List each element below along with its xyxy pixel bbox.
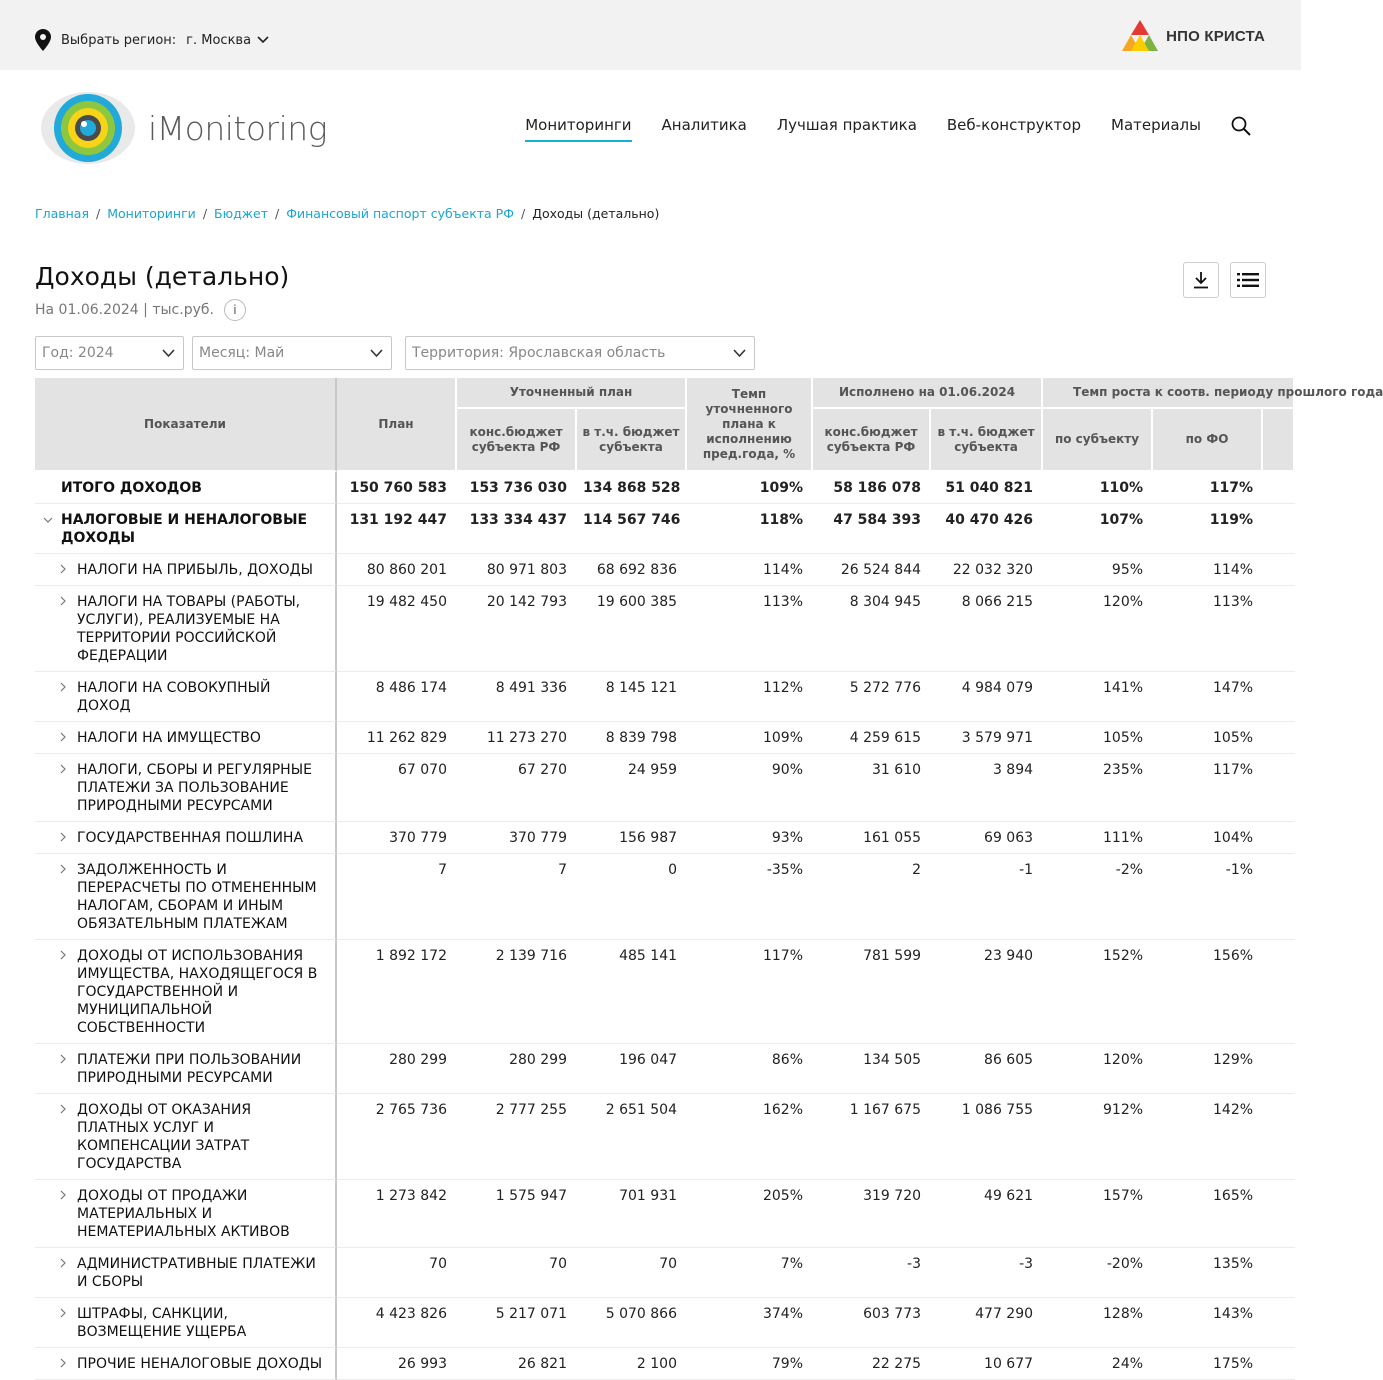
cell-growth-fo: 165% xyxy=(1153,1180,1263,1248)
cell-executed-cons: 161 055 xyxy=(813,822,931,854)
cell-growth-subject: 111% xyxy=(1043,822,1153,854)
search-icon[interactable] xyxy=(1231,116,1251,136)
row-indicator-cell[interactable] xyxy=(35,1094,337,1180)
cell-refined-cons: 26 821 xyxy=(457,1348,577,1380)
cell-plan: 280 299 xyxy=(337,1044,457,1094)
cell-executed-cons: 26 524 844 xyxy=(813,554,931,586)
year-select-value: Год: 2024 xyxy=(42,345,114,361)
table-row[interactable] xyxy=(35,1180,1295,1248)
cell-extra xyxy=(1263,854,1295,940)
cell-refined-cons: 153 736 030 xyxy=(457,472,577,504)
cell-refined-incl: 701 931 xyxy=(577,1180,687,1248)
cell-extra xyxy=(1263,472,1295,504)
table-row[interactable] xyxy=(35,504,1295,554)
row-indicator-cell[interactable] xyxy=(35,554,337,586)
row-indicator-label: НАЛОГИ НА СОВОКУПНЫЙ ДОХОД xyxy=(77,680,271,714)
nav-materials[interactable]: Материалы xyxy=(1111,116,1201,134)
page-subtitle: На 01.06.2024 | тыс.руб. xyxy=(35,302,214,318)
row-indicator-cell[interactable] xyxy=(35,722,337,754)
territory-select[interactable] xyxy=(405,336,755,370)
list-view-button[interactable] xyxy=(1230,262,1266,298)
cell-refined-incl: 2 651 504 xyxy=(577,1094,687,1180)
cell-refined-cons: 280 299 xyxy=(457,1044,577,1094)
row-indicator-label: ИТОГО ДОХОДОВ xyxy=(61,480,202,496)
cell-refined-cons: 20 142 793 xyxy=(457,586,577,672)
app-name: iMonitoring xyxy=(148,108,327,148)
cell-growth-subject: 157% xyxy=(1043,1180,1153,1248)
cell-executed-incl: -1 xyxy=(931,854,1043,940)
table-row[interactable] xyxy=(35,1044,1295,1094)
chevron-right-icon[interactable] xyxy=(60,564,67,574)
nav-best-practice[interactable]: Лучшая практика xyxy=(776,116,917,134)
cell-refined-incl: 24 959 xyxy=(577,754,687,822)
cell-rate-refined: 113% xyxy=(687,586,813,672)
cell-growth-fo: 156% xyxy=(1153,940,1263,1044)
cell-extra xyxy=(1263,1044,1295,1094)
cell-rate-refined: 118% xyxy=(687,504,813,554)
chevron-right-icon[interactable] xyxy=(60,1308,67,1318)
region-selector[interactable] xyxy=(35,29,269,51)
header-executed[interactable]: Исполнено на 01.06.2024 xyxy=(813,378,1043,409)
cell-growth-fo: 114% xyxy=(1153,554,1263,586)
cell-growth-fo: 105% xyxy=(1153,722,1263,754)
cell-refined-incl: 70 xyxy=(577,1248,687,1298)
header-indicators[interactable]: Показатели xyxy=(35,378,337,472)
cell-executed-cons: 22 275 xyxy=(813,1348,931,1380)
table-row[interactable] xyxy=(35,722,1295,754)
cell-refined-cons: 70 xyxy=(457,1248,577,1298)
row-indicator-cell[interactable] xyxy=(35,754,337,822)
cell-refined-cons: 11 273 270 xyxy=(457,722,577,754)
month-select[interactable] xyxy=(192,336,392,370)
cell-refined-incl: 2 100 xyxy=(577,1348,687,1380)
cell-extra xyxy=(1263,554,1295,586)
row-indicator-cell[interactable] xyxy=(35,1298,337,1348)
table-row[interactable] xyxy=(35,822,1295,854)
chevron-right-icon[interactable] xyxy=(60,596,67,606)
cell-growth-fo: 117% xyxy=(1153,754,1263,822)
chevron-right-icon[interactable] xyxy=(60,1358,67,1368)
row-indicator-cell[interactable] xyxy=(35,672,337,722)
cell-extra xyxy=(1263,1180,1295,1248)
cell-executed-cons: -3 xyxy=(813,1248,931,1298)
row-indicator-cell[interactable] xyxy=(35,1248,337,1298)
table-row[interactable] xyxy=(35,1348,1295,1380)
eye-logo-icon xyxy=(40,90,136,166)
cell-executed-cons: 1 167 675 xyxy=(813,1094,931,1180)
cell-rate-refined: 109% xyxy=(687,722,813,754)
cell-growth-fo: 147% xyxy=(1153,672,1263,722)
page-title: Доходы (детально) xyxy=(35,262,290,291)
cell-refined-incl: 134 868 528 xyxy=(577,472,687,504)
chevron-right-icon[interactable] xyxy=(60,1190,67,1200)
cell-refined-incl: 156 987 xyxy=(577,822,687,854)
cell-executed-cons: 2 xyxy=(813,854,931,940)
cell-plan: 80 860 201 xyxy=(337,554,457,586)
cell-growth-subject: 152% xyxy=(1043,940,1153,1044)
cell-executed-incl: 86 605 xyxy=(931,1044,1043,1094)
cell-growth-subject: 120% xyxy=(1043,586,1153,672)
cell-rate-refined: -35% xyxy=(687,854,813,940)
cell-growth-subject: 105% xyxy=(1043,722,1153,754)
cell-refined-cons: 7 xyxy=(457,854,577,940)
nav-analytics[interactable]: Аналитика xyxy=(661,116,747,134)
row-indicator-label: ДОХОДЫ ОТ ИСПОЛЬЗОВАНИЯ ИМУЩЕСТВА, НАХОДЯЩЕГОСЯ В ГОСУДАРСТВЕННОЙ И МУНИЦИПАЛЬНОЙ СОБСТВЕННОСТИ xyxy=(77,948,318,1036)
top-bar xyxy=(0,0,1301,70)
cell-growth-fo: 142% xyxy=(1153,1094,1263,1180)
cell-executed-incl: 69 063 xyxy=(931,822,1043,854)
cell-growth-subject: 120% xyxy=(1043,1044,1153,1094)
header-rate-refined[interactable]: Темп уточненного плана к исполнению пред.года, % xyxy=(687,378,813,472)
cell-growth-fo: 135% xyxy=(1153,1248,1263,1298)
cell-refined-incl: 68 692 836 xyxy=(577,554,687,586)
header-refined-incl[interactable]: в т.ч. бюджет субъекта xyxy=(577,409,687,472)
cell-executed-incl: 4 984 079 xyxy=(931,672,1043,722)
cell-growth-fo: 143% xyxy=(1153,1298,1263,1348)
cell-extra xyxy=(1263,822,1295,854)
cell-executed-cons: 58 186 078 xyxy=(813,472,931,504)
cell-refined-incl: 196 047 xyxy=(577,1044,687,1094)
cell-executed-cons: 319 720 xyxy=(813,1180,931,1248)
cell-plan: 370 779 xyxy=(337,822,457,854)
info-icon[interactable]: i xyxy=(224,299,246,321)
cell-rate-refined: 162% xyxy=(687,1094,813,1180)
row-indicator-label: ПРОЧИЕ НЕНАЛОГОВЫЕ ДОХОДЫ xyxy=(77,1356,323,1372)
row-indicator-label: НАЛОГИ, СБОРЫ И РЕГУЛЯРНЫЕ ПЛАТЕЖИ ЗА ПОЛЬЗОВАНИЕ ПРИРОДНЫМИ РЕСУРСАМИ xyxy=(77,762,312,814)
cell-executed-incl: 8 066 215 xyxy=(931,586,1043,672)
cell-rate-refined: 79% xyxy=(687,1348,813,1380)
cell-extra xyxy=(1263,672,1295,722)
krista-logo-icon xyxy=(1122,20,1158,52)
map-pin-icon xyxy=(35,29,51,51)
month-select-value: Месяц: Май xyxy=(199,345,285,361)
row-indicator-cell[interactable] xyxy=(35,822,337,854)
row-indicator-label: ДОХОДЫ ОТ ОКАЗАНИЯ ПЛАТНЫХ УСЛУГ И КОМПЕНСАЦИИ ЗАТРАТ ГОСУДАРСТВА xyxy=(77,1102,252,1172)
cell-refined-cons: 2 777 255 xyxy=(457,1094,577,1180)
chevron-down-icon xyxy=(733,349,746,358)
cell-plan: 1 892 172 xyxy=(337,940,457,1044)
cell-extra xyxy=(1263,940,1295,1044)
breadcrumb-financial-passport[interactable]: Финансовый паспорт субъекта РФ xyxy=(286,206,514,221)
cell-executed-cons: 603 773 xyxy=(813,1298,931,1348)
cell-plan: 4 423 826 xyxy=(337,1298,457,1348)
cell-rate-refined: 90% xyxy=(687,754,813,822)
main-nav xyxy=(495,116,1201,142)
cell-rate-refined: 117% xyxy=(687,940,813,1044)
header-plan[interactable]: План xyxy=(337,378,457,472)
cell-growth-subject: 110% xyxy=(1043,472,1153,504)
chevron-right-icon[interactable] xyxy=(60,864,67,874)
cell-extra xyxy=(1263,586,1295,672)
chevron-right-icon[interactable] xyxy=(60,832,67,842)
breadcrumb-budget[interactable]: Бюджет xyxy=(214,206,269,221)
chevron-down-icon xyxy=(370,349,383,358)
cell-extra xyxy=(1263,754,1295,822)
table-row[interactable] xyxy=(35,1248,1295,1298)
row-indicator-cell[interactable] xyxy=(35,504,337,554)
chevron-right-icon[interactable] xyxy=(60,1104,67,1114)
cell-executed-incl: 477 290 xyxy=(931,1298,1043,1348)
cell-executed-incl: 3 579 971 xyxy=(931,722,1043,754)
cell-growth-fo: 113% xyxy=(1153,586,1263,672)
row-indicator-label: ШТРАФЫ, САНКЦИИ, ВОЗМЕЩЕНИЕ УЩЕРБА xyxy=(77,1306,247,1340)
breadcrumb-monitorings[interactable]: Мониторинги xyxy=(107,206,196,221)
cell-executed-incl: -3 xyxy=(931,1248,1043,1298)
cell-executed-incl: 1 086 755 xyxy=(931,1094,1043,1180)
cell-refined-cons: 2 139 716 xyxy=(457,940,577,1044)
breadcrumb-home[interactable]: Главная xyxy=(35,206,89,221)
region-value[interactable]: г. Москва xyxy=(186,32,252,48)
header-growth[interactable]: Темп роста к соотв. периоду прошлого года xyxy=(1043,378,1295,409)
cell-executed-incl: 51 040 821 xyxy=(931,472,1043,504)
cell-executed-cons: 4 259 615 xyxy=(813,722,931,754)
row-indicator-label: НАЛОГИ НА ТОВАРЫ (РАБОТЫ, УСЛУГИ), РЕАЛИЗУЕМЫЕ НА ТЕРРИТОРИИ РОССИЙСКОЙ ФЕДЕРАЦИИ xyxy=(77,594,301,664)
cell-refined-cons: 5 217 071 xyxy=(457,1298,577,1348)
cell-plan: 70 xyxy=(337,1248,457,1298)
cell-growth-subject: 141% xyxy=(1043,672,1153,722)
cell-growth-subject: 912% xyxy=(1043,1094,1153,1180)
year-select[interactable] xyxy=(35,336,184,370)
cell-rate-refined: 109% xyxy=(687,472,813,504)
brand-name: НПО КРИСТА xyxy=(1166,27,1265,45)
chevron-right-icon[interactable] xyxy=(60,1054,67,1064)
row-indicator-cell[interactable] xyxy=(35,472,337,504)
cell-plan: 7 xyxy=(337,854,457,940)
cell-refined-incl: 114 567 746 xyxy=(577,504,687,554)
cell-extra xyxy=(1263,504,1295,554)
cell-extra xyxy=(1263,1298,1295,1348)
row-indicator-label: ПЛАТЕЖИ ПРИ ПОЛЬЗОВАНИИ ПРИРОДНЫМИ РЕСУРСАМИ xyxy=(77,1052,302,1086)
row-indicator-cell[interactable] xyxy=(35,586,337,672)
cell-growth-subject: 95% xyxy=(1043,554,1153,586)
table-body xyxy=(35,472,1295,1380)
cell-refined-cons: 67 270 xyxy=(457,754,577,822)
chevron-right-icon[interactable] xyxy=(60,950,67,960)
chevron-right-icon[interactable] xyxy=(60,1258,67,1268)
cell-extra xyxy=(1263,1248,1295,1298)
row-indicator-label: ДОХОДЫ ОТ ПРОДАЖИ МАТЕРИАЛЬНЫХ И НЕМАТЕРИАЛЬНЫХ АКТИВОВ xyxy=(77,1188,290,1240)
brand-logo[interactable] xyxy=(1122,20,1265,52)
row-indicator-label: НАЛОГОВЫЕ И НЕНАЛОГОВЫЕ ДОХОДЫ xyxy=(61,512,308,546)
cell-growth-fo: 117% xyxy=(1153,472,1263,504)
cell-refined-cons: 80 971 803 xyxy=(457,554,577,586)
table-row[interactable] xyxy=(35,472,1295,504)
chevron-down-icon xyxy=(162,349,175,358)
cell-executed-cons: 134 505 xyxy=(813,1044,931,1094)
table-row[interactable] xyxy=(35,672,1295,722)
cell-executed-cons: 31 610 xyxy=(813,754,931,822)
page-subtitle-row xyxy=(35,299,246,321)
imonitoring-logo[interactable] xyxy=(40,90,327,166)
cell-growth-subject: 107% xyxy=(1043,504,1153,554)
row-indicator-cell[interactable] xyxy=(35,1348,337,1380)
cell-executed-cons: 781 599 xyxy=(813,940,931,1044)
cell-extra xyxy=(1263,722,1295,754)
table-row[interactable] xyxy=(35,1094,1295,1180)
cell-refined-cons: 8 491 336 xyxy=(457,672,577,722)
header-growth-extra xyxy=(1263,409,1295,472)
cell-rate-refined: 86% xyxy=(687,1044,813,1094)
chevron-down-icon[interactable] xyxy=(257,36,269,44)
cell-rate-refined: 374% xyxy=(687,1298,813,1348)
cell-refined-incl: 5 070 866 xyxy=(577,1298,687,1348)
cell-executed-cons: 8 304 945 xyxy=(813,586,931,672)
row-indicator-cell[interactable] xyxy=(35,940,337,1044)
cell-growth-fo: 129% xyxy=(1153,1044,1263,1094)
cell-plan: 11 262 829 xyxy=(337,722,457,754)
cell-rate-refined: 93% xyxy=(687,822,813,854)
row-indicator-label: НАЛОГИ НА ИМУЩЕСТВО xyxy=(77,730,261,746)
main-header xyxy=(0,70,1301,180)
breadcrumb: Главная / Мониторинги / Бюджет / Финансовый паспорт субъекта РФ / Доходы (детально) xyxy=(35,206,660,221)
cell-growth-subject: 235% xyxy=(1043,754,1153,822)
chevron-down-icon[interactable] xyxy=(43,517,53,524)
cell-plan: 1 273 842 xyxy=(337,1180,457,1248)
download-icon xyxy=(1193,271,1209,289)
cell-refined-incl: 8 145 121 xyxy=(577,672,687,722)
cell-plan: 2 765 736 xyxy=(337,1094,457,1180)
cell-refined-incl: 19 600 385 xyxy=(577,586,687,672)
cell-refined-cons: 1 575 947 xyxy=(457,1180,577,1248)
list-icon xyxy=(1237,273,1259,287)
row-indicator-label: ЗАДОЛЖЕННОСТЬ И ПЕРЕРАСЧЕТЫ ПО ОТМЕНЕННЫМ НАЛОГАМ, СБОРАМ И ИНЫМ ОБЯЗАТЕЛЬНЫМ ПЛАТЕЖАМ xyxy=(77,862,317,932)
header-executed-cons[interactable]: конс.бюджет субъекта РФ xyxy=(813,409,931,472)
territory-select-value: Территория: Ярославская область xyxy=(412,345,666,361)
cell-executed-incl: 40 470 426 xyxy=(931,504,1043,554)
cell-growth-subject: -2% xyxy=(1043,854,1153,940)
cell-extra xyxy=(1263,1348,1295,1380)
cell-plan: 67 070 xyxy=(337,754,457,822)
cell-extra xyxy=(1263,1094,1295,1180)
header-refined-cons[interactable]: конс.бюджет субъекта РФ xyxy=(457,409,577,472)
cell-growth-subject: -20% xyxy=(1043,1248,1153,1298)
region-label: Выбрать регион: xyxy=(61,32,177,48)
cell-executed-cons: 47 584 393 xyxy=(813,504,931,554)
cell-plan: 150 760 583 xyxy=(337,472,457,504)
cell-plan: 8 486 174 xyxy=(337,672,457,722)
header-growth-subject[interactable]: по субъекту xyxy=(1043,409,1153,472)
chevron-right-icon[interactable] xyxy=(60,764,67,774)
cell-growth-fo: 175% xyxy=(1153,1348,1263,1380)
cell-refined-cons: 370 779 xyxy=(457,822,577,854)
cell-rate-refined: 114% xyxy=(687,554,813,586)
header-executed-incl[interactable]: в т.ч. бюджет субъекта xyxy=(931,409,1043,472)
cell-growth-fo: -1% xyxy=(1153,854,1263,940)
cell-plan: 26 993 xyxy=(337,1348,457,1380)
cell-refined-incl: 8 839 798 xyxy=(577,722,687,754)
row-indicator-cell[interactable] xyxy=(35,1044,337,1094)
cell-refined-incl: 485 141 xyxy=(577,940,687,1044)
cell-growth-subject: 128% xyxy=(1043,1298,1153,1348)
cell-executed-incl: 10 677 xyxy=(931,1348,1043,1380)
header-refined-plan[interactable]: Уточненный план xyxy=(457,378,687,409)
table-row[interactable] xyxy=(35,940,1295,1044)
download-button[interactable] xyxy=(1183,262,1219,298)
table-row[interactable] xyxy=(35,754,1295,822)
header-growth-fo[interactable]: по ФО xyxy=(1153,409,1263,472)
cell-executed-incl: 3 894 xyxy=(931,754,1043,822)
table-row[interactable] xyxy=(35,586,1295,672)
row-indicator-label: НАЛОГИ НА ПРИБЫЛЬ, ДОХОДЫ xyxy=(77,562,313,578)
row-indicator-label: АДМИНИСТРАТИВНЫЕ ПЛАТЕЖИ И СБОРЫ xyxy=(77,1256,316,1290)
cell-rate-refined: 205% xyxy=(687,1180,813,1248)
row-indicator-cell[interactable] xyxy=(35,1180,337,1248)
row-indicator-cell[interactable] xyxy=(35,854,337,940)
row-indicator-label: ГОСУДАРСТВЕННАЯ ПОШЛИНА xyxy=(77,830,304,846)
revenue-table xyxy=(35,378,1383,1380)
cell-growth-fo: 119% xyxy=(1153,504,1263,554)
cell-executed-incl: 23 940 xyxy=(931,940,1043,1044)
cell-executed-cons: 5 272 776 xyxy=(813,672,931,722)
revenue-table-container[interactable] xyxy=(35,378,1383,1372)
table-row[interactable] xyxy=(35,854,1295,940)
cell-rate-refined: 112% xyxy=(687,672,813,722)
breadcrumb-current: Доходы (детально) xyxy=(532,206,660,221)
nav-web-constructor[interactable]: Веб-конструктор xyxy=(946,116,1081,134)
table-row[interactable] xyxy=(35,1298,1295,1348)
nav-monitorings[interactable]: Мониторинги xyxy=(525,116,631,142)
cell-plan: 19 482 450 xyxy=(337,586,457,672)
cell-plan: 131 192 447 xyxy=(337,504,457,554)
cell-executed-incl: 22 032 320 xyxy=(931,554,1043,586)
cell-refined-incl: 0 xyxy=(577,854,687,940)
cell-refined-cons: 133 334 437 xyxy=(457,504,577,554)
cell-rate-refined: 7% xyxy=(687,1248,813,1298)
cell-growth-subject: 24% xyxy=(1043,1348,1153,1380)
cell-executed-incl: 49 621 xyxy=(931,1180,1043,1248)
table-row[interactable] xyxy=(35,554,1295,586)
chevron-right-icon[interactable] xyxy=(60,682,67,692)
cell-growth-fo: 104% xyxy=(1153,822,1263,854)
chevron-right-icon[interactable] xyxy=(60,732,67,742)
